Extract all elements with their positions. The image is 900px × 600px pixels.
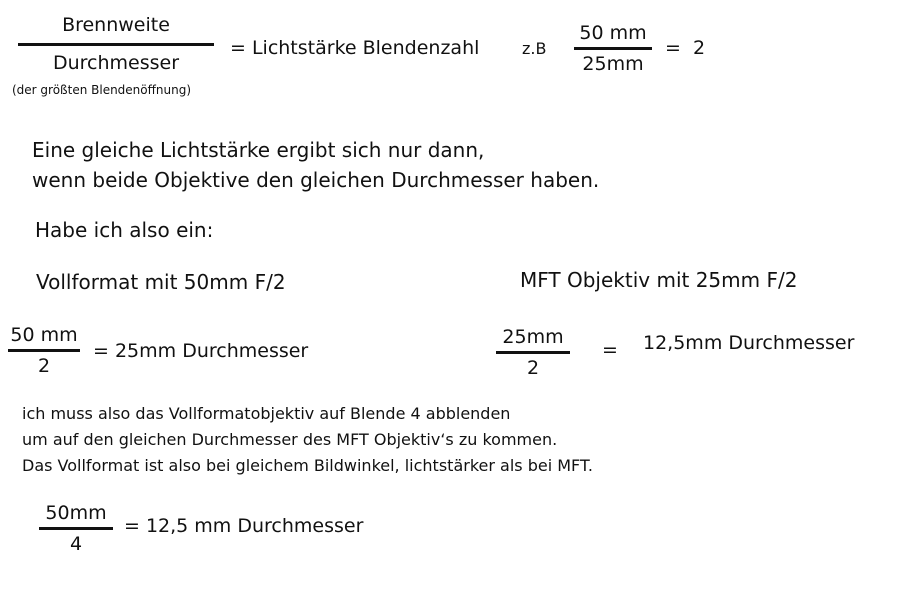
final-denominator: 4 xyxy=(69,533,83,555)
main-fraction-denominator: Durchmesser xyxy=(52,52,180,74)
final-numerator: 50mm xyxy=(45,502,107,524)
main-fraction-bar xyxy=(18,43,214,46)
conclusion-line-3: Das Vollformat ist also bei gleichem Bildwinkel, lichtstärker als bei MFT. xyxy=(22,456,593,475)
vollformat-heading: Vollformat mit 50mm F/2 xyxy=(36,270,286,294)
vollformat-numerator: 50 mm xyxy=(10,324,78,346)
mft-denominator: 2 xyxy=(526,357,540,379)
example-fraction-bar xyxy=(574,47,652,50)
mft-result: 12,5mm Durchmesser xyxy=(643,332,855,354)
final-fraction xyxy=(39,504,113,554)
formula-equals-text: = Lichtstärke Blendenzahl xyxy=(230,37,480,59)
main-fraction-numerator: Brennweite xyxy=(62,14,170,36)
denominator-note: (der größten Blendenöffnung) xyxy=(12,83,192,97)
mft-numerator: 25mm xyxy=(502,326,564,348)
intro-text: Habe ich also ein: xyxy=(35,218,214,242)
example-fraction xyxy=(574,24,652,74)
example-label: z.B xyxy=(522,39,547,58)
vollformat-denominator: 2 xyxy=(37,355,51,377)
conclusion-line-2: um auf den gleichen Durchmesser des MFT Objektiv‘s zu kommen. xyxy=(22,430,558,449)
example-numerator: 50 mm xyxy=(579,22,647,44)
final-fraction-bar xyxy=(39,527,113,530)
example-equals: = xyxy=(665,37,681,59)
mft-heading: MFT Objektiv mit 25mm F/2 xyxy=(520,268,798,292)
mft-fraction xyxy=(496,328,570,378)
mft-equals: = xyxy=(602,339,618,361)
main-fraction xyxy=(18,16,214,73)
statement-line-2: wenn beide Objektive den gleichen Durchmesser haben. xyxy=(32,168,600,192)
vollformat-fraction-bar xyxy=(8,349,80,352)
final-result: = 12,5 mm Durchmesser xyxy=(124,515,364,537)
vollformat-fraction xyxy=(8,326,80,376)
mft-fraction-bar xyxy=(496,351,570,354)
example-result: 2 xyxy=(693,37,706,59)
vollformat-result: = 25mm Durchmesser xyxy=(93,340,309,362)
example-denominator: 25mm xyxy=(582,53,644,75)
conclusion-line-1: ich muss also das Vollformatobjektiv auf Blende 4 abblenden xyxy=(22,404,511,423)
statement-line-1: Eine gleiche Lichtstärke ergibt sich nur dann, xyxy=(32,138,485,162)
